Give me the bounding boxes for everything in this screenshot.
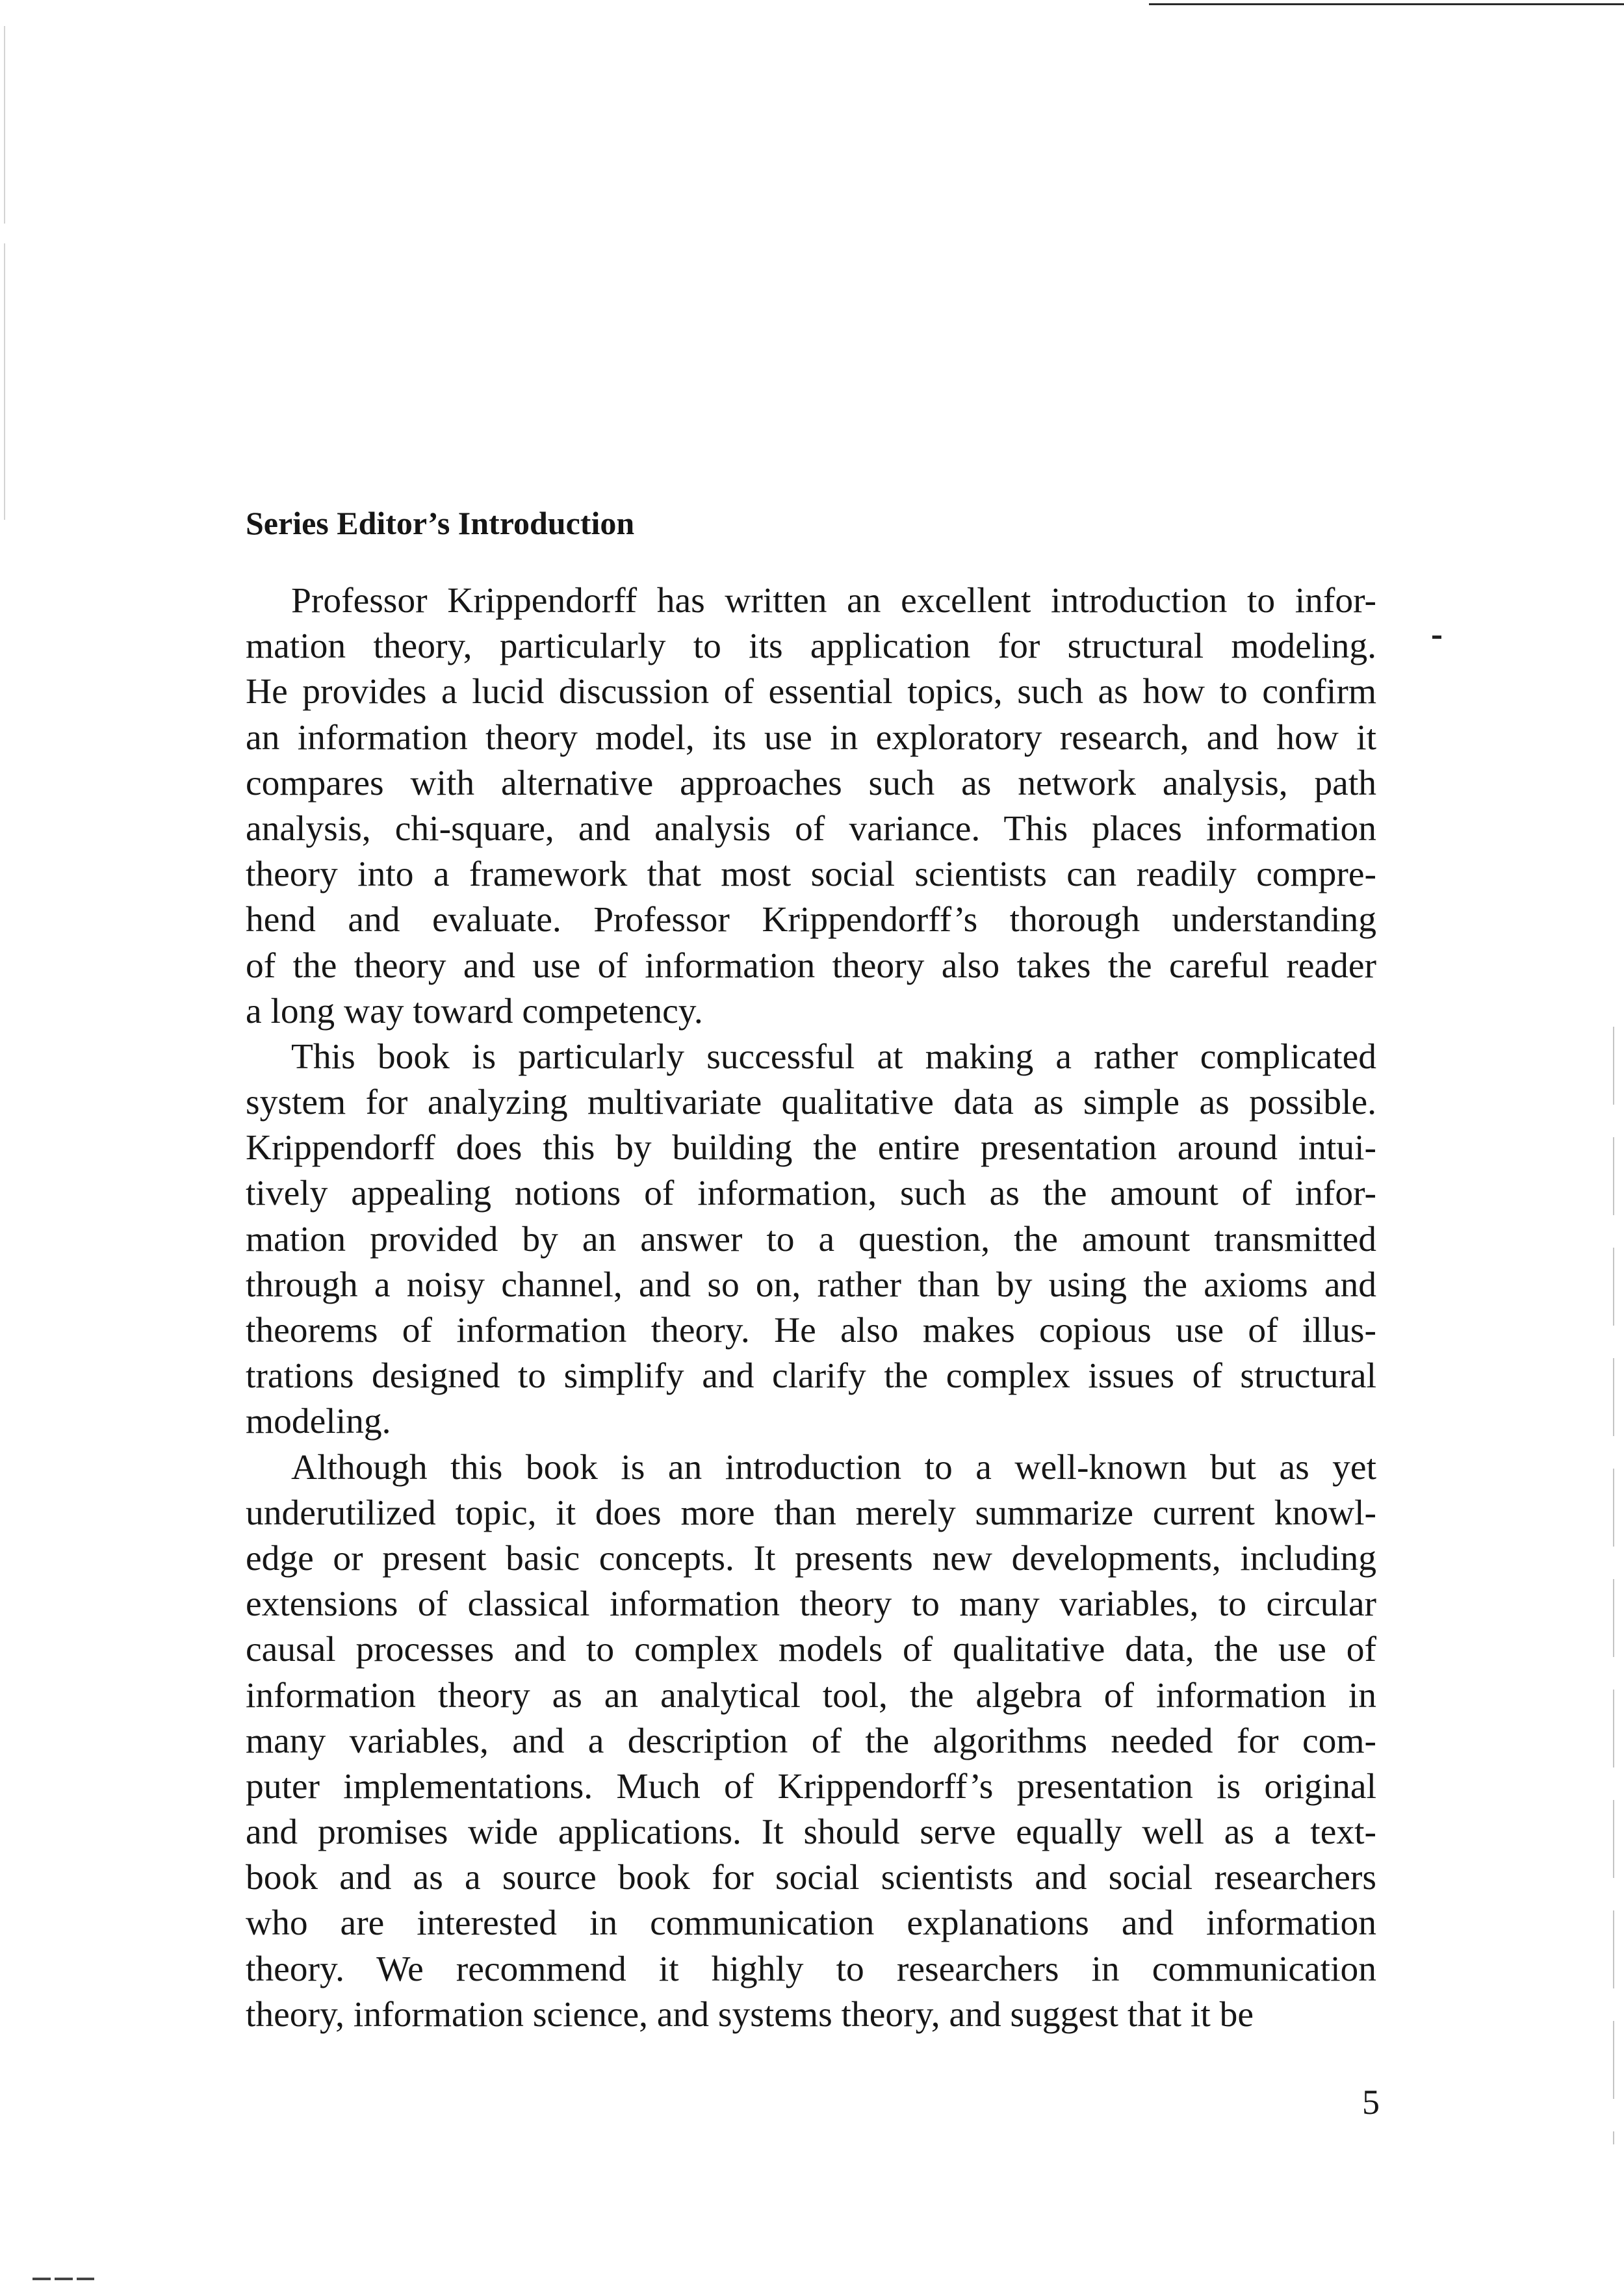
text-line: causal processes and to complex models of qualitative data, the use of <box>246 1630 1376 1670</box>
text-line: analysis, chi-square, and analysis of variance. This places information <box>246 808 1376 849</box>
text-line: who are interested in communication explanations and information <box>246 1903 1376 1944</box>
text-line: theorems of information theory. He also makes copious use of illus- <box>246 1311 1376 1350</box>
text-line: This book is particularly successful at making a rather complicated <box>291 1036 1376 1077</box>
scan-top-rule <box>1149 3 1624 5</box>
text-line: puter implementations. Much of Krippendorff’s presentation is original <box>246 1766 1376 1806</box>
text-line: book and as a source book for social scientists and social researchers <box>246 1858 1376 1898</box>
text-line: mation provided by an answer to a question, the amount transmitted <box>246 1219 1376 1259</box>
text-line: hend and evaluate. Professor Krippendorff’s thorough understanding <box>246 900 1376 940</box>
text-line: modeling. <box>246 1402 391 1442</box>
section-heading: Series Editor’s Introduction <box>246 505 635 541</box>
scan-left-edge <box>4 26 5 520</box>
text-line: of the theory and use of information theory also takes the careful reader <box>246 945 1376 986</box>
text-line: He provides a lucid discussion of essential topics, such as how to confirm <box>246 672 1376 712</box>
text-line: theory. We recommend it highly to researchers in communication <box>246 1949 1376 1989</box>
text-line: Although this book is an introduction to a well-known but as yet <box>291 1447 1376 1487</box>
text-line: Professor Krippendorff has written an excellent introduction to infor- <box>291 581 1376 621</box>
text-line: an information theory model, its use in exploratory research, and how it <box>246 717 1376 758</box>
text-line: Krippendorff does this by building the entire presentation around intui- <box>246 1128 1376 1168</box>
text-line: information theory as an analytical tool, the algebra of information in <box>246 1675 1376 1716</box>
paragraph <box>246 1445 1376 2038</box>
text-line: theory into a framework that most social scientists can readily compre- <box>246 855 1376 895</box>
paragraph <box>246 1035 1376 1445</box>
text-line: mation theory, particularly to its application for structural modeling. <box>246 626 1376 667</box>
text-line: many variables, and a description of the algorithms needed for com- <box>246 1721 1376 1761</box>
text-line: and promises wide applications. It should serve equally well as a text- <box>246 1812 1376 1853</box>
text-line: tively appealing notions of information, such as the amount of infor- <box>246 1174 1376 1214</box>
text-line: compares with alternative approaches such as network analysis, path <box>246 763 1376 803</box>
scan-bottom-mark <box>32 2278 94 2280</box>
scan-mark <box>1432 636 1441 639</box>
scan-right-edge <box>1613 1027 1614 2144</box>
text-line: system for analyzing multivariate qualitative data as simple as possible. <box>246 1083 1376 1123</box>
body-text <box>246 578 1376 2038</box>
text-line: underutilized topic, it does more than merely summarize current knowl- <box>246 1493 1376 1533</box>
text-line: extensions of classical information theory to many variables, to circular <box>246 1584 1376 1625</box>
paragraph <box>246 578 1376 1035</box>
text-line: theory, information science, and systems theory, and suggest that it be <box>246 1994 1254 2035</box>
text-line: edge or present basic concepts. It presents new developments, including <box>246 1538 1376 1578</box>
page-number: 5 <box>1362 2083 1380 2122</box>
text-line: a long way toward competency. <box>246 991 703 1031</box>
text-line: through a noisy channel, and so on, rather than by using the axioms and <box>246 1265 1376 1305</box>
text-line: trations designed to simplify and clarify the complex issues of structural <box>246 1356 1376 1396</box>
